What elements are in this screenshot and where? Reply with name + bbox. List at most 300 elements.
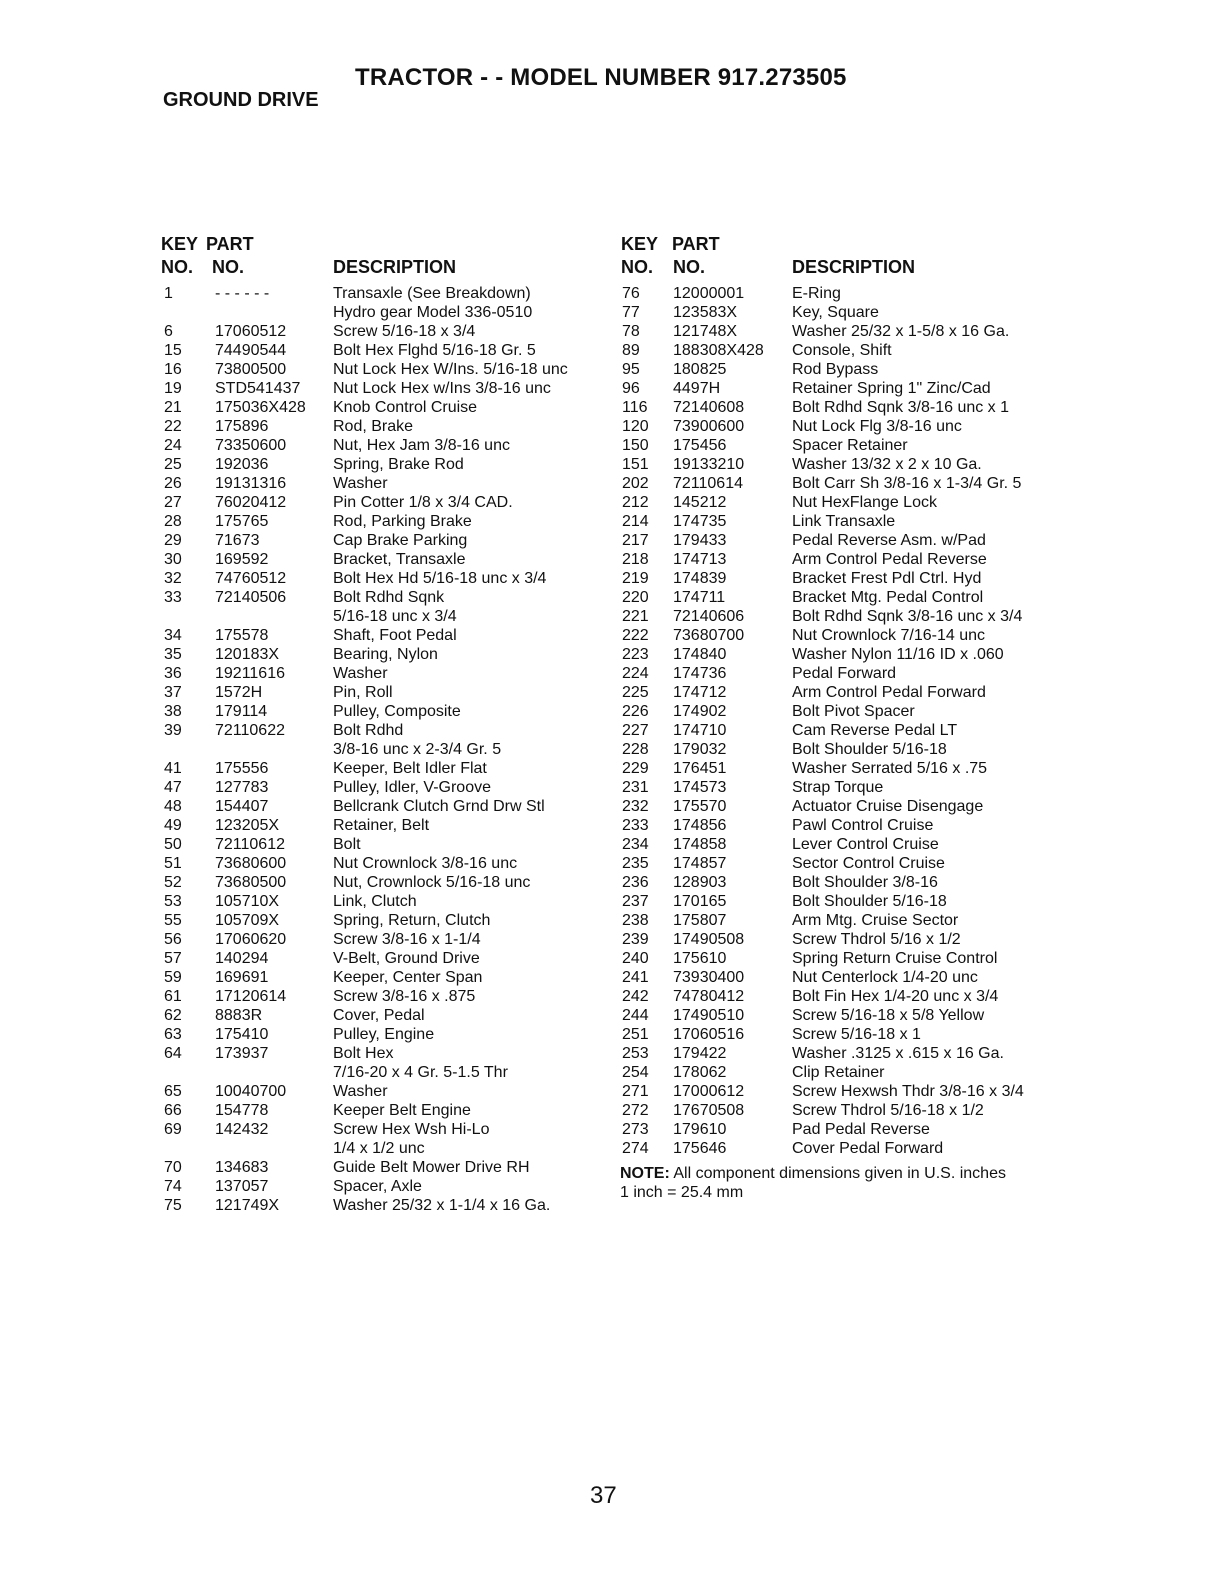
key-no-cell: 28: [164, 513, 182, 530]
part-no-header: NO.: [673, 257, 706, 277]
key-no-cell: 19: [164, 380, 182, 397]
key-no-cell: 150: [622, 437, 649, 454]
description-cell: Bolt Fin Hex 1/4-20 unc x 3/4: [792, 988, 999, 1005]
key-no-cell: 89: [622, 342, 640, 359]
part-no-cell: 4497H: [673, 380, 721, 397]
part-no-cell: 72140608: [673, 399, 745, 416]
table-row: [620, 493, 1060, 512]
key-no-cell: 227: [622, 722, 649, 739]
key-no-cell: 221: [622, 608, 649, 625]
description-cell: Bolt Shoulder 3/8-16: [792, 874, 938, 891]
part-no-cell: 174735: [673, 513, 727, 530]
key-no-cell: 32: [164, 570, 182, 587]
note-label: NOTE:: [620, 1165, 670, 1182]
dimensions-note: [620, 1164, 1060, 1202]
key-no-cell: 27: [164, 494, 182, 511]
description-cell: 3/8-16 unc x 2-3/4 Gr. 5: [333, 741, 502, 758]
part-no-cell: 179114: [215, 703, 268, 720]
table-row: [161, 987, 601, 1006]
description-cell: Keeper Belt Engine: [333, 1102, 471, 1119]
description-cell: Rod Bypass: [792, 361, 879, 378]
key-no-cell: 64: [164, 1045, 182, 1062]
table-row: [620, 341, 1060, 360]
key-no-cell: 214: [622, 513, 649, 530]
key-no-cell: 21: [164, 399, 182, 416]
key-no-cell: 50: [164, 836, 182, 853]
key-no-cell: 65: [164, 1083, 182, 1100]
description-cell: Pedal Reverse Asm. w/Pad: [792, 532, 986, 549]
key-no-cell: 35: [164, 646, 182, 663]
key-no-header: NO.: [161, 257, 194, 277]
part-no-cell: 174858: [673, 836, 727, 853]
table-row: [620, 531, 1060, 550]
part-no-cell: 12000001: [673, 285, 745, 302]
description-cell: Washer: [333, 1083, 388, 1100]
key-no-cell: 29: [164, 532, 182, 549]
part-no-cell: 170165: [673, 893, 727, 910]
part-no-cell: 174857: [673, 855, 727, 872]
table-row: [161, 1063, 601, 1082]
description-cell: Bolt Shoulder 5/16-18: [792, 893, 947, 910]
table-row: [161, 607, 601, 626]
part-no-cell: STD541437: [215, 380, 301, 397]
description-cell: Bolt Hex: [333, 1045, 394, 1062]
key-no-cell: 229: [622, 760, 649, 777]
table-row: [161, 683, 601, 702]
description-cell: Pawl Control Cruise: [792, 817, 934, 834]
description-cell: Bolt Rdhd Sqnk 3/8-16 unc x 3/4: [792, 608, 1023, 625]
description-cell: Cam Reverse Pedal LT: [792, 722, 958, 739]
description-cell: Arm Mtg. Cruise Sector: [792, 912, 959, 929]
table-row: [620, 911, 1060, 930]
section-heading: GROUND DRIVE: [163, 89, 319, 111]
table-row: [620, 721, 1060, 740]
table-row: [620, 683, 1060, 702]
description-header: DESCRIPTION: [792, 257, 916, 277]
key-no-cell: 66: [164, 1102, 182, 1119]
table-row: [620, 303, 1060, 322]
description-cell: Spacer Retainer: [792, 437, 908, 454]
table-row: [161, 341, 601, 360]
table-row: [161, 360, 601, 379]
description-cell: 7/16-20 x 4 Gr. 5-1.5 Thr: [333, 1064, 508, 1081]
description-cell: E-Ring: [792, 285, 841, 302]
table-row: [161, 968, 601, 987]
part-no-cell: 73800500: [215, 361, 287, 378]
part-header: PART: [672, 234, 720, 254]
key-no-cell: 33: [164, 589, 182, 606]
description-cell: Spacer, Axle: [333, 1178, 422, 1195]
description-cell: Knob Control Cruise: [333, 399, 478, 416]
table-row: [161, 550, 601, 569]
description-cell: Nut Crownlock 7/16-14 unc: [792, 627, 985, 644]
part-no-cell: 175807: [673, 912, 727, 929]
table-row: [161, 721, 601, 740]
table-row: [161, 436, 601, 455]
key-header: KEY: [621, 234, 659, 254]
key-no-cell: 254: [622, 1064, 649, 1081]
table-row: [620, 1120, 1060, 1139]
description-cell: Clip Retainer: [792, 1064, 885, 1081]
description-cell: Screw 5/16-18 x 3/4: [333, 323, 476, 340]
description-cell: Bracket Mtg. Pedal Control: [792, 589, 984, 606]
description-cell: Lever Control Cruise: [792, 836, 939, 853]
table-row: [161, 1177, 601, 1196]
table-row: [620, 455, 1060, 474]
description-cell: Nut, Crownlock 5/16-18 unc: [333, 874, 531, 891]
key-no-cell: 77: [622, 304, 640, 321]
part-no-cell: 175610: [673, 950, 727, 967]
part-no-cell: 174902: [673, 703, 727, 720]
description-cell: V-Belt, Ground Drive: [333, 950, 480, 967]
key-no-cell: 62: [164, 1007, 182, 1024]
key-no-cell: 240: [622, 950, 649, 967]
description-cell: Washer 25/32 x 1-5/8 x 16 Ga.: [792, 323, 1010, 340]
description-cell: Transaxle (See Breakdown): [333, 285, 531, 302]
description-cell: Bolt Pivot Spacer: [792, 703, 915, 720]
key-no-header: NO.: [621, 257, 654, 277]
description-cell: Guide Belt Mower Drive RH: [333, 1159, 530, 1176]
description-cell: Bolt Carr Sh 3/8-16 x 1-3/4 Gr. 5: [792, 475, 1022, 492]
key-no-cell: 222: [622, 627, 649, 644]
table-row: [161, 873, 601, 892]
table-row: [620, 379, 1060, 398]
part-no-cell: 71673: [215, 532, 260, 549]
key-no-cell: 26: [164, 475, 182, 492]
description-cell: Console, Shift: [792, 342, 892, 359]
key-no-cell: 202: [622, 475, 649, 492]
parts-table-left: [161, 234, 601, 1215]
description-cell: Retainer, Belt: [333, 817, 430, 834]
table-row: [161, 911, 601, 930]
key-no-cell: 251: [622, 1026, 649, 1043]
key-no-cell: 36: [164, 665, 182, 682]
table-row: [161, 417, 601, 436]
part-no-cell: 74760512: [215, 570, 287, 587]
key-no-cell: 69: [164, 1121, 182, 1138]
key-no-cell: 75: [164, 1197, 182, 1214]
description-cell: Washer 25/32 x 1-1/4 x 16 Ga.: [333, 1197, 551, 1214]
description-cell: Bracket Frest Pdl Ctrl. Hyd: [792, 570, 982, 587]
part-no-cell: 74490544: [215, 342, 287, 359]
part-no-cell: 176451: [673, 760, 727, 777]
description-cell: Rod, Parking Brake: [333, 513, 472, 530]
part-no-cell: 174573: [673, 779, 727, 796]
description-cell: Nut Centerlock 1/4-20 unc: [792, 969, 978, 986]
part-no-cell: - - - - - -: [215, 285, 270, 302]
part-no-cell: 73680700: [673, 627, 745, 644]
table-row: [620, 664, 1060, 683]
part-no-cell: 145212: [673, 494, 727, 511]
part-no-cell: 1572H: [215, 684, 263, 701]
key-no-cell: 219: [622, 570, 649, 587]
table-row: [161, 892, 601, 911]
part-no-cell: 175646: [673, 1140, 727, 1157]
table-row: [620, 322, 1060, 341]
description-cell: Sector Control Cruise: [792, 855, 945, 872]
table-row: [161, 797, 601, 816]
table-row: [620, 1139, 1060, 1158]
table-row: [620, 1082, 1060, 1101]
note-line-2: 1 inch = 25.4 mm: [620, 1184, 744, 1201]
part-no-cell: 73680600: [215, 855, 287, 872]
key-no-cell: 25: [164, 456, 182, 473]
key-no-cell: 242: [622, 988, 649, 1005]
part-no-cell: 174713: [673, 551, 727, 568]
description-cell: Nut, Hex Jam 3/8-16 unc: [333, 437, 510, 454]
table-row: [620, 835, 1060, 854]
description-cell: Screw 5/16-18 x 5/8 Yellow: [792, 1007, 985, 1024]
key-no-cell: 218: [622, 551, 649, 568]
part-no-cell: 76020412: [215, 494, 287, 511]
table-row: [161, 854, 601, 873]
part-no-cell: 174711: [673, 589, 726, 606]
key-no-cell: 237: [622, 893, 649, 910]
description-header: DESCRIPTION: [333, 257, 457, 277]
table-row: [161, 398, 601, 417]
table-row: [161, 645, 601, 664]
key-no-cell: 223: [622, 646, 649, 663]
part-no-cell: 154407: [215, 798, 269, 815]
part-no-cell: 17490508: [673, 931, 745, 948]
part-no-cell: 72110622: [215, 722, 285, 739]
key-header: KEY: [161, 234, 199, 254]
part-no-cell: 17060620: [215, 931, 287, 948]
key-no-cell: 225: [622, 684, 649, 701]
description-cell: Strap Torque: [792, 779, 884, 796]
description-cell: Rod, Brake: [333, 418, 414, 435]
parts-table-right: [620, 234, 1060, 1202]
table-row: [161, 759, 601, 778]
table-row: [620, 1063, 1060, 1082]
key-no-cell: 120: [622, 418, 649, 435]
key-no-cell: 63: [164, 1026, 182, 1043]
key-no-cell: 59: [164, 969, 182, 986]
table-row: [161, 379, 601, 398]
table-header-left: [161, 234, 601, 284]
part-no-cell: 19131316: [215, 475, 287, 492]
table-row: [161, 1120, 601, 1139]
key-no-cell: 38: [164, 703, 182, 720]
description-cell: Pulley, Idler, V-Groove: [333, 779, 491, 796]
description-cell: 5/16-18 unc x 3/4: [333, 608, 457, 625]
key-no-cell: 235: [622, 855, 649, 872]
key-no-cell: 96: [622, 380, 640, 397]
description-cell: Actuator Cruise Disengage: [792, 798, 984, 815]
table-row: [620, 930, 1060, 949]
part-no-cell: 105710X: [215, 893, 280, 910]
page-title: TRACTOR - - MODEL NUMBER 917.273505: [355, 64, 847, 91]
table-row: [161, 1006, 601, 1025]
part-no-cell: 72140606: [673, 608, 745, 625]
description-cell: Bearing, Nylon: [333, 646, 438, 663]
description-cell: Washer: [333, 475, 388, 492]
part-no-cell: 174736: [673, 665, 727, 682]
table-row: [620, 702, 1060, 721]
key-no-cell: 53: [164, 893, 182, 910]
part-no-cell: 169691: [215, 969, 269, 986]
table-row: [620, 607, 1060, 626]
key-no-cell: 34: [164, 627, 182, 644]
description-cell: Bolt Shoulder 5/16-18: [792, 741, 947, 758]
part-no-cell: 179610: [673, 1121, 727, 1138]
part-no-cell: 178062: [673, 1064, 727, 1081]
key-no-cell: 231: [622, 779, 649, 796]
description-cell: Pedal Forward: [792, 665, 897, 682]
description-cell: Keeper, Belt Idler Flat: [333, 760, 487, 777]
table-row: [161, 778, 601, 797]
description-cell: Screw Hex Wsh Hi-Lo: [333, 1121, 490, 1138]
part-no-cell: 173937: [215, 1045, 269, 1062]
part-no-cell: 73900600: [673, 418, 745, 435]
key-no-cell: 70: [164, 1159, 182, 1176]
description-cell: Nut Lock Flg 3/8-16 unc: [792, 418, 962, 435]
description-cell: Key, Square: [792, 304, 879, 321]
description-cell: Screw 3/8-16 x .875: [333, 988, 476, 1005]
table-row: [620, 778, 1060, 797]
part-no-cell: 175456: [673, 437, 727, 454]
part-no-cell: 154778: [215, 1102, 269, 1119]
description-cell: Retainer Spring 1" Zinc/Cad: [792, 380, 991, 397]
description-cell: Spring Return Cruise Control: [792, 950, 998, 967]
key-no-cell: 271: [622, 1083, 649, 1100]
table-row: [161, 1158, 601, 1177]
part-no-cell: 74780412: [673, 988, 745, 1005]
table-row: [620, 854, 1060, 873]
part-no-cell: 140294: [215, 950, 269, 967]
description-cell: Washer .3125 x .615 x 16 Ga.: [792, 1045, 1004, 1062]
part-no-cell: 121748X: [673, 323, 738, 340]
key-no-cell: 253: [622, 1045, 649, 1062]
description-cell: Screw Thdrol 5/16 x 1/2: [792, 931, 961, 948]
table-row: [161, 512, 601, 531]
table-header-right: [620, 234, 1060, 284]
part-no-cell: 175036X428: [215, 399, 306, 416]
part-no-cell: 174856: [673, 817, 727, 834]
table-row: [620, 816, 1060, 835]
key-no-cell: 274: [622, 1140, 649, 1157]
part-no-cell: 192036: [215, 456, 269, 473]
table-row: [161, 569, 601, 588]
description-cell: Washer 13/32 x 2 x 10 Ga.: [792, 456, 982, 473]
part-no-cell: 180825: [673, 361, 727, 378]
table-row: [161, 588, 601, 607]
description-cell: Screw 5/16-18 x 1: [792, 1026, 921, 1043]
table-row: [161, 949, 601, 968]
description-cell: Pad Pedal Reverse: [792, 1121, 930, 1138]
part-no-cell: 127783: [215, 779, 269, 796]
table-row: [620, 284, 1060, 303]
key-no-cell: 151: [622, 456, 649, 473]
part-no-cell: 17000612: [673, 1083, 745, 1100]
part-no-header: NO.: [212, 257, 245, 277]
key-no-cell: 238: [622, 912, 649, 929]
description-cell: Hydro gear Model 336-0510: [333, 304, 533, 321]
key-no-cell: 239: [622, 931, 649, 948]
description-cell: Nut Lock Hex w/Ins 3/8-16 unc: [333, 380, 551, 397]
table-row: [161, 1025, 601, 1044]
description-cell: Bolt: [333, 836, 361, 853]
part-no-cell: 174712: [673, 684, 727, 701]
part-no-cell: 17490510: [673, 1007, 745, 1024]
part-no-cell: 174839: [673, 570, 727, 587]
table-row: [620, 1025, 1060, 1044]
part-no-cell: 72110614: [673, 475, 743, 492]
part-no-cell: 169592: [215, 551, 269, 568]
key-no-cell: 56: [164, 931, 182, 948]
description-cell: Shaft, Foot Pedal: [333, 627, 457, 644]
table-row: [620, 645, 1060, 664]
table-row: [161, 816, 601, 835]
table-row: [620, 759, 1060, 778]
description-cell: Screw 3/8-16 x 1-1/4: [333, 931, 481, 948]
description-cell: Pin Cotter 1/8 x 3/4 CAD.: [333, 494, 513, 511]
note-text: All component dimensions given in U.S. inches: [669, 1165, 1006, 1182]
part-no-cell: 188308X428: [673, 342, 764, 359]
key-no-cell: 1: [164, 285, 173, 302]
key-no-cell: 241: [622, 969, 649, 986]
table-row: [161, 930, 601, 949]
description-cell: Arm Control Pedal Forward: [792, 684, 986, 701]
table-row: [620, 436, 1060, 455]
key-no-cell: 39: [164, 722, 182, 739]
part-no-cell: 8883R: [215, 1007, 263, 1024]
key-no-cell: 220: [622, 589, 649, 606]
key-no-cell: 55: [164, 912, 182, 929]
part-no-cell: 105709X: [215, 912, 280, 929]
part-no-cell: 19133210: [673, 456, 745, 473]
part-no-cell: 174710: [673, 722, 727, 739]
part-no-cell: 121749X: [215, 1197, 280, 1214]
table-row: [161, 322, 601, 341]
key-no-cell: 15: [164, 342, 182, 359]
description-cell: Spring, Return, Clutch: [333, 912, 491, 929]
description-cell: Spring, Brake Rod: [333, 456, 464, 473]
table-row: [161, 474, 601, 493]
key-no-cell: 212: [622, 494, 649, 511]
table-row: [620, 873, 1060, 892]
part-no-cell: 179422: [673, 1045, 727, 1062]
part-no-cell: 179433: [673, 532, 727, 549]
table-row: [161, 1196, 601, 1215]
description-cell: Pulley, Engine: [333, 1026, 435, 1043]
description-cell: Bellcrank Clutch Grnd Drw Stl: [333, 798, 545, 815]
table-row: [620, 398, 1060, 417]
table-row: [620, 550, 1060, 569]
table-row: [620, 626, 1060, 645]
key-no-cell: 233: [622, 817, 649, 834]
table-row: [161, 664, 601, 683]
description-cell: Nut Lock Hex W/Ins. 5/16-18 unc: [333, 361, 568, 378]
description-cell: Screw Hexwsh Thdr 3/8-16 x 3/4: [792, 1083, 1024, 1100]
key-no-cell: 234: [622, 836, 649, 853]
description-cell: Link, Clutch: [333, 893, 417, 910]
part-no-cell: 137057: [215, 1178, 269, 1195]
part-no-cell: 17120614: [215, 988, 287, 1005]
table-row: [620, 588, 1060, 607]
part-no-cell: 17060512: [215, 323, 287, 340]
table-row: [161, 1101, 601, 1120]
part-no-cell: 128903: [673, 874, 727, 891]
key-no-cell: 52: [164, 874, 182, 891]
part-no-cell: 73680500: [215, 874, 287, 891]
key-no-cell: 228: [622, 741, 649, 758]
key-no-cell: 76: [622, 285, 640, 302]
description-cell: Screw Thdrol 5/16-18 x 1/2: [792, 1102, 984, 1119]
key-no-cell: 272: [622, 1102, 649, 1119]
table-row: [620, 987, 1060, 1006]
table-row: [161, 303, 601, 322]
